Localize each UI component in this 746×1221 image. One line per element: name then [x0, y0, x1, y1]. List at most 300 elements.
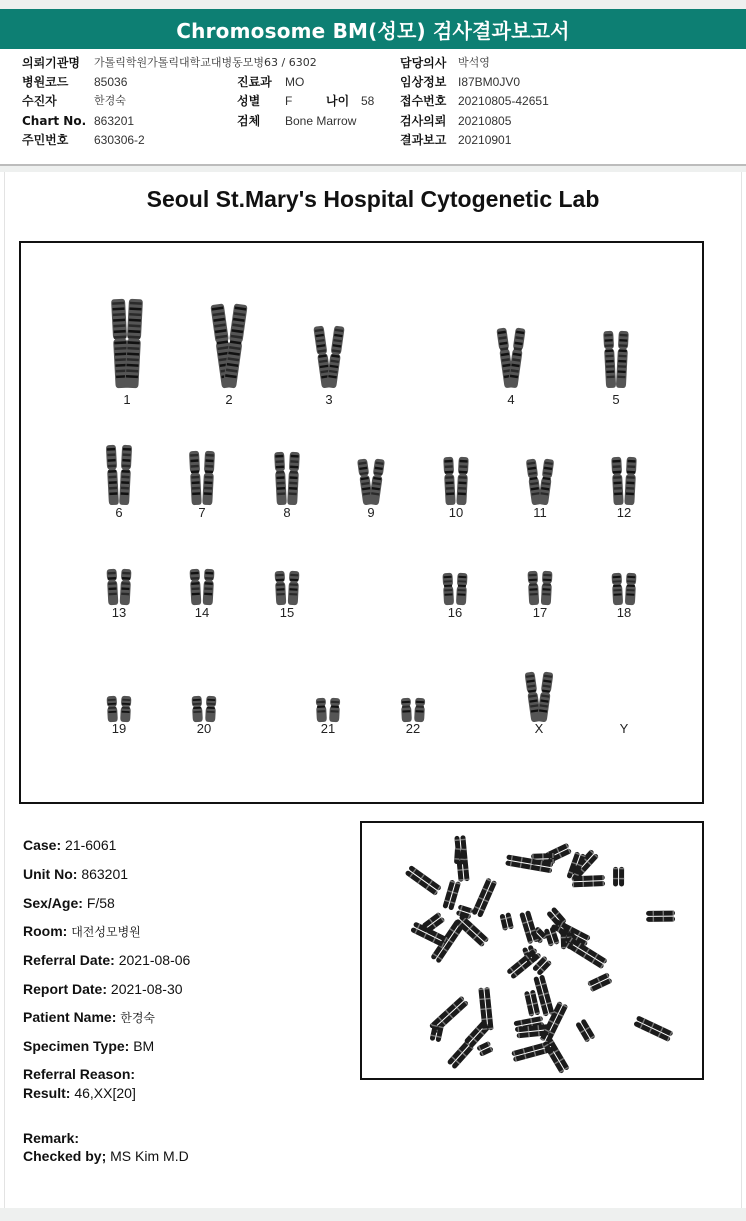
chromosome-band: [614, 492, 622, 495]
field-result: [23, 1085, 136, 1101]
chromosome-band: [444, 460, 452, 463]
chromosome-band: [606, 365, 614, 368]
chromosome-band: [331, 710, 339, 713]
chromosome-pair: [192, 696, 217, 722]
metaphase-band: [592, 875, 594, 880]
chromosome-band: [192, 487, 200, 490]
metaphase-chromatid: [613, 867, 618, 887]
field-label: Referral Reason:: [23, 1066, 136, 1082]
chromosome-band: [108, 582, 116, 585]
chromosome-pair: [526, 458, 555, 505]
chromosome-band: [191, 470, 199, 473]
chromosome-band: [108, 459, 116, 462]
chromosome-pair: [106, 445, 132, 505]
chromosome-band: [108, 476, 116, 479]
metaphase-chromosome: [456, 904, 474, 919]
metaphase-chromosome: [442, 879, 461, 910]
chromosome-band: [618, 365, 626, 368]
chromosome-band: [627, 580, 635, 582]
metaphase-chromosome: [499, 912, 514, 931]
chromosome-band: [108, 464, 116, 467]
chromosome-band: [290, 579, 298, 582]
chromosome-band: [627, 576, 635, 578]
info-row-report-date: [400, 131, 512, 149]
chromosome-band: [446, 492, 454, 495]
chromosome-band: [543, 588, 551, 591]
chromosome-label: 11: [533, 505, 547, 520]
info-value: 630306-2: [94, 133, 145, 147]
chromosome-band: [123, 448, 131, 451]
chromosome-band: [627, 465, 635, 468]
chromosome-band: [205, 476, 213, 479]
chromosome-band: [290, 466, 298, 469]
metaphase-band: [592, 881, 594, 886]
chromosome-band: [627, 589, 635, 591]
chromosome-band: [205, 577, 213, 580]
metaphase-spread-panel: [360, 821, 704, 1080]
metaphase-chromatid: [619, 867, 624, 887]
chromosome-band: [204, 587, 212, 590]
chromosome-label: 5: [612, 392, 620, 407]
chromosome-band: [276, 583, 284, 586]
chromosome-band: [613, 481, 621, 484]
chromosome-band: [444, 576, 452, 578]
info-row-doctor: [400, 54, 490, 72]
field-room: [23, 923, 141, 940]
chromosome-band: [607, 376, 615, 379]
chromosome-band: [109, 593, 117, 596]
metaphase-band: [542, 853, 544, 858]
chromatid: [611, 457, 623, 505]
chromosome-label: 22: [405, 721, 421, 736]
chromosome-band: [107, 448, 115, 451]
cytogenetic-report: [4, 172, 742, 1208]
chromosome-band: [291, 455, 299, 458]
metaphase-band: [602, 881, 604, 886]
field-unit-no: [23, 866, 128, 882]
field-value: 46,XX[20]: [74, 1085, 136, 1101]
chromosome-band: [459, 471, 467, 474]
chromosome-band: [276, 471, 284, 474]
chromosome-band: [458, 487, 466, 490]
chromosome-band: [317, 701, 325, 704]
field-referral-reason: [23, 1066, 135, 1082]
chromosome-band: [290, 460, 298, 463]
chromosome-band: [612, 460, 620, 463]
chromosome-band: [444, 580, 452, 582]
chromosome-label: 12: [616, 505, 632, 520]
chromosome-band: [402, 701, 410, 704]
report-header-title: Chromosome BM(성모) 검사결과보고서: [0, 9, 746, 49]
chromosome-band: [121, 481, 129, 484]
field-patient-name: [23, 1009, 155, 1026]
chromosome-band: [204, 487, 212, 490]
chromosome-band: [627, 585, 635, 587]
chromosome-band: [458, 585, 466, 587]
chromosome-pair: [190, 569, 215, 605]
chromosome-label: 17: [532, 605, 548, 620]
chromosome-band: [204, 492, 212, 495]
lab-title: Seoul St.Mary's Hospital Cytogenetic Lab: [146, 186, 600, 212]
info-label: 결과보고: [400, 133, 447, 147]
chromosome-band: [626, 487, 634, 490]
info-label: 주민번호: [22, 133, 69, 147]
chromosome-band: [529, 583, 537, 586]
chromosome-band: [192, 593, 200, 596]
metaphase-band: [619, 868, 624, 869]
info-value: I87BM0JV0: [458, 75, 521, 89]
info-value: 한경숙: [94, 94, 126, 107]
chromosome-band: [109, 487, 117, 490]
chromosome-label: 6: [115, 505, 123, 520]
chromosome-label: 15: [279, 605, 295, 620]
chromosome-pair: [496, 327, 525, 388]
chromosome-band: [205, 582, 213, 585]
field-value: 2021-08-30: [110, 981, 183, 997]
chromosome-band: [543, 574, 551, 577]
chromosome-band: [108, 572, 116, 575]
field-value: F/58: [86, 895, 115, 911]
info-value: 58: [361, 94, 375, 108]
chromosome-pair: [442, 573, 467, 605]
metaphase-chromosome: [613, 867, 624, 887]
metaphase-band: [653, 917, 654, 922]
chromosome-band: [192, 481, 200, 484]
chromosome-band: [206, 454, 214, 457]
field-label: Remark:: [23, 1130, 80, 1146]
metaphase-band: [561, 947, 566, 949]
chromosome-pair: [107, 696, 132, 722]
chromosome-band: [613, 576, 621, 578]
field-label: Referral Date:: [23, 952, 115, 968]
chromosome-band: [276, 460, 284, 463]
chromosome-label: X: [534, 721, 544, 736]
chromosome-band: [190, 459, 198, 462]
chromosome-band: [618, 360, 626, 363]
chromosome-band: [289, 487, 297, 490]
chromosome-band: [289, 482, 297, 485]
chromosome-band: [416, 701, 424, 704]
info-value: 20210901: [458, 133, 512, 147]
chromosome-band: [529, 579, 537, 582]
info-label: 병원코드: [22, 75, 69, 89]
chromosome-band: [613, 465, 621, 468]
chromosome-band: [276, 574, 284, 577]
chromosome-band: [619, 349, 627, 352]
chromosome-band: [606, 370, 614, 373]
info-label: Chart No.: [22, 114, 87, 128]
info-row-request-date: [400, 112, 512, 130]
chromatid: [538, 458, 554, 505]
info-row-dept: [237, 73, 305, 91]
chromosome-label: 1: [123, 392, 131, 407]
field-label: Report Date:: [23, 981, 108, 997]
chromosome-band: [402, 705, 410, 708]
info-row-sex: [237, 92, 293, 110]
info-value: 20210805-42651: [458, 94, 549, 108]
chromosome-band: [191, 587, 199, 590]
field-case: [23, 837, 116, 853]
chromosome-band: [627, 476, 635, 479]
chromosome-band: [289, 476, 297, 479]
field-referral-date: [23, 952, 190, 968]
chromosome-band: [445, 476, 453, 479]
chromosome-band: [107, 453, 115, 456]
chromosome-band: [445, 481, 453, 484]
metaphase-chromosome: [542, 1038, 570, 1074]
info-label: 의뢰기관명: [22, 56, 80, 70]
chromosome-pair: [210, 303, 247, 388]
field-label: Unit No:: [23, 866, 78, 882]
field-specimen-type: [23, 1038, 154, 1054]
chromosome-band: [317, 705, 325, 708]
chromosome-band: [108, 470, 116, 473]
chromosome-band: [122, 464, 130, 467]
chromosome-band: [277, 482, 285, 485]
metaphase-band: [552, 853, 554, 858]
chromosome-pair: [401, 698, 426, 722]
info-value: 가톨릭학원가톨릭대학교대병동모병63 / 6302: [94, 56, 317, 69]
metaphase-band: [583, 882, 585, 887]
chromosome-pair: [524, 671, 553, 722]
metaphase-band: [573, 882, 575, 887]
top-strip: [0, 0, 746, 9]
chromosome-band: [109, 481, 117, 484]
field-value: BM: [133, 1038, 155, 1054]
field-checked-by: [23, 1148, 189, 1164]
chromosome-label: 16: [447, 605, 463, 620]
chromosome-label: 7: [198, 505, 206, 520]
chromosome-band: [122, 470, 130, 473]
chromatid: [443, 457, 455, 505]
chromosome-band: [613, 589, 621, 591]
chromosome-pair: [189, 451, 215, 505]
info-label: 검사의뢰: [400, 114, 447, 128]
chromosome-pair: [313, 326, 344, 389]
chromosome-band: [606, 360, 614, 363]
info-row-accession: [400, 92, 549, 110]
chromosome-band: [543, 579, 551, 582]
chromosome-band: [613, 476, 621, 479]
chromosome-band: [122, 577, 130, 580]
chromosome-band: [460, 460, 468, 463]
chromosome-band: [619, 344, 627, 347]
chromosome-band: [416, 705, 424, 708]
chromosome-band: [121, 487, 129, 490]
field-report-date: [23, 981, 183, 997]
bottom-strip: [0, 1208, 746, 1221]
info-value: MO: [285, 75, 305, 89]
field-value: 2021-08-06: [118, 952, 191, 968]
metaphase-chromosome: [405, 865, 442, 896]
info-row-specimen: [237, 112, 357, 130]
field-label: Sex/Age:: [23, 895, 83, 911]
chromosome-band: [605, 349, 613, 352]
chromosome-band: [205, 470, 213, 473]
chromosome-band: [446, 487, 454, 490]
chromosome-band: [614, 487, 622, 490]
metaphase-spread-image: [362, 823, 702, 1078]
metaphase-chromosome: [471, 878, 497, 918]
info-label: 수진자: [22, 94, 57, 108]
info-label: 나이: [326, 94, 350, 108]
chromosome-band: [204, 481, 212, 484]
metaphase-band: [673, 911, 674, 916]
metaphase-chromosome: [575, 1018, 596, 1042]
info-value: 박석영: [458, 56, 490, 69]
chromosome-band: [605, 344, 613, 347]
chromosome-band: [277, 492, 285, 495]
chromosome-band: [416, 710, 424, 713]
chromosome-label: 9: [367, 505, 375, 520]
chromosome-band: [290, 583, 298, 586]
metaphase-band: [602, 875, 604, 880]
chromosome-band: [276, 588, 284, 591]
chromosome-band: [459, 465, 467, 468]
chromosome-band: [121, 492, 129, 495]
chromosome-band: [122, 459, 130, 462]
chromosome-band: [614, 593, 622, 595]
chromosome-band: [122, 582, 130, 585]
metaphase-band: [613, 868, 618, 869]
karyotype-panel: [19, 241, 704, 804]
chromosome-band: [445, 465, 453, 468]
chromosome-label: 2: [225, 392, 233, 407]
chromosome-band: [204, 593, 212, 596]
chromosome-label: 13: [111, 605, 127, 620]
metaphase-chromatid: [646, 911, 675, 916]
info-row-clinical: [400, 73, 521, 91]
metaphase-chromosome: [633, 1015, 673, 1042]
chromosome-band: [317, 710, 325, 713]
chromosome-band: [290, 574, 298, 577]
field-label: Case:: [23, 837, 62, 853]
chromosome-band: [275, 455, 283, 458]
chromosome-band: [276, 579, 284, 582]
chromosome-band: [618, 355, 626, 358]
info-label: 성별: [237, 94, 261, 108]
chromosome-band: [289, 588, 297, 591]
chromosome-band: [290, 471, 298, 474]
chromosome-band: [191, 476, 199, 479]
chromosome-label: 4: [507, 392, 515, 407]
chromosome-band: [331, 705, 339, 708]
chromosome-band: [542, 593, 550, 596]
chromosome-band: [458, 580, 466, 582]
chromosome-band: [444, 589, 452, 591]
chromosome-band: [123, 453, 131, 456]
metaphase-band: [613, 878, 618, 879]
chromosome-band: [121, 587, 129, 590]
field-label: Patient Name:: [23, 1009, 117, 1025]
info-row-institution: [22, 54, 317, 72]
chromosome-label: 21: [320, 721, 336, 736]
chromosome-band: [458, 481, 466, 484]
chromosome-pair: [527, 571, 552, 605]
chromosome-band: [626, 481, 634, 484]
chromosome-label: 8: [283, 505, 291, 520]
info-label: 진료과: [237, 75, 272, 89]
chromosome-band: [529, 588, 537, 591]
metaphase-chromatid: [561, 932, 567, 949]
metaphase-chromatid: [572, 881, 605, 887]
metaphase-chromosome: [410, 921, 448, 947]
chromosome-band: [444, 585, 452, 587]
chromosome-pair: [316, 698, 341, 722]
field-value: 한경숙: [120, 1011, 156, 1025]
chromosome-band: [543, 583, 551, 586]
info-label: 임상정보: [400, 75, 447, 89]
metaphase-chromatid: [646, 917, 675, 922]
chromosome-pair: [274, 452, 300, 505]
chromosome-band: [530, 593, 538, 596]
chromosome-band: [121, 476, 129, 479]
chromatid: [624, 457, 636, 505]
chromosome-band: [191, 582, 199, 585]
field-label: Checked by;: [23, 1148, 107, 1164]
patient-info-panel: [0, 49, 746, 166]
chromosome-band: [205, 465, 213, 468]
info-value: F: [285, 94, 293, 108]
chromosome-label: Y: [619, 721, 629, 736]
metaphase-chromosome: [476, 1041, 494, 1057]
info-row-age: [326, 92, 375, 110]
chromosome-band: [613, 580, 621, 582]
chromosome-pair: [357, 458, 385, 505]
info-row-patient: [22, 92, 126, 110]
chromosome-band: [277, 487, 285, 490]
info-row-chart-no: [22, 112, 135, 130]
chromosome-band: [402, 710, 410, 713]
field-value: MS Kim M.D: [110, 1148, 189, 1164]
field-value: 21-6061: [65, 837, 117, 853]
chromosome-band: [108, 587, 116, 590]
metaphase-band: [653, 911, 654, 916]
metaphase-band: [673, 917, 674, 922]
field-remark: [23, 1130, 79, 1146]
info-value: Bone Marrow: [285, 114, 357, 128]
info-value: 85036: [94, 75, 128, 89]
info-row-hospital-code: [22, 73, 128, 91]
chromosome-pair: [611, 573, 636, 605]
chromosome-pair: [443, 457, 469, 505]
chromosome-band: [458, 589, 466, 591]
chromosome-band: [331, 701, 339, 704]
chromosome-band: [191, 572, 199, 575]
info-value: 20210805: [458, 114, 512, 128]
metaphase-band: [532, 854, 534, 859]
chromosome-pair: [275, 571, 300, 605]
field-value: 863201: [81, 866, 129, 882]
chromosome-band: [626, 593, 634, 595]
chromosome-band: [604, 334, 612, 337]
info-row-resident-no: [22, 131, 145, 149]
chromosome-band: [276, 476, 284, 479]
chromosome-band: [613, 471, 621, 474]
metaphase-band: [582, 876, 584, 881]
chromosome-band: [619, 339, 627, 342]
chromosome-band: [109, 492, 117, 495]
info-value: 863201: [94, 114, 135, 128]
chromosome-band: [618, 370, 626, 373]
chromosome-band: [617, 376, 625, 379]
chromosome-band: [458, 492, 466, 495]
metaphase-band: [663, 911, 664, 916]
chromosome-label: 18: [616, 605, 632, 620]
chromosome-band: [191, 465, 199, 468]
chromosome-band: [626, 492, 634, 495]
metaphase-band: [619, 878, 624, 879]
